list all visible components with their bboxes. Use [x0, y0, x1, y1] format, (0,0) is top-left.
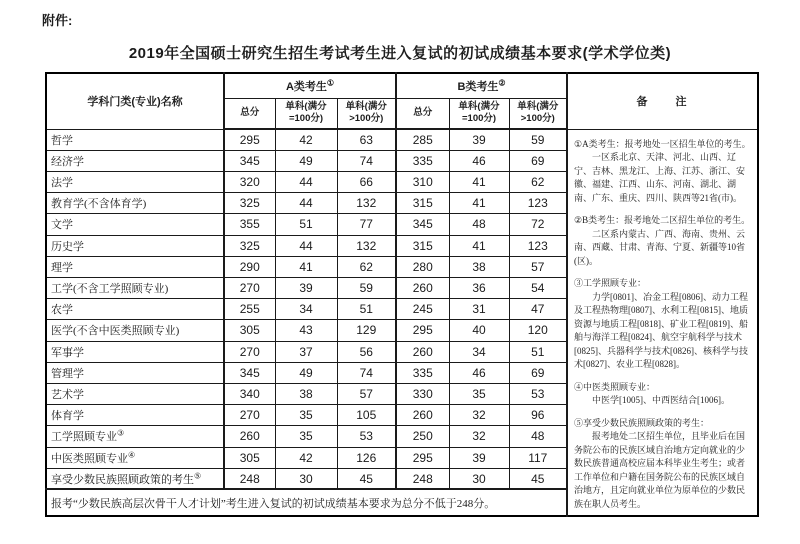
column-header-b-singleover100: 单科(满分 >100分) — [509, 98, 567, 129]
score-cell: 123 — [509, 235, 567, 256]
subject-name: 历史学 — [46, 235, 224, 256]
column-header-b-total: 总分 — [396, 98, 449, 129]
score-cell: 43 — [275, 320, 337, 341]
score-cell: 32 — [449, 426, 509, 447]
column-header-notes: 备 注 — [567, 73, 758, 129]
group-b-label: B类考生 — [457, 80, 499, 93]
score-cell: 41 — [275, 256, 337, 277]
score-cell: 30 — [449, 468, 509, 489]
subject-name: 法学 — [46, 171, 224, 192]
subject-name: 医学(不含中医类照顾专业) — [46, 320, 224, 341]
score-cell: 320 — [224, 171, 275, 192]
score-cell: 51 — [275, 214, 337, 235]
score-cell: 34 — [275, 299, 337, 320]
score-cell: 51 — [509, 341, 567, 362]
score-cell: 248 — [396, 468, 449, 489]
note-head: ②B类考生：报考地处二区招生单位的考生。 — [574, 215, 751, 225]
column-header-a-single100: 单科(满分 =100分) — [275, 98, 337, 129]
score-cell: 44 — [275, 171, 337, 192]
score-cell: 39 — [449, 129, 509, 150]
score-cell: 345 — [224, 362, 275, 383]
score-cell: 248 — [224, 468, 275, 489]
score-cell: 40 — [449, 320, 509, 341]
score-cell: 260 — [224, 426, 275, 447]
score-cell: 270 — [224, 277, 275, 298]
score-cell: 57 — [509, 256, 567, 277]
score-cell: 126 — [337, 447, 396, 468]
score-cell: 335 — [396, 362, 449, 383]
score-cell: 36 — [449, 277, 509, 298]
score-cell: 270 — [224, 405, 275, 426]
score-cell: 38 — [275, 383, 337, 404]
score-cell: 120 — [509, 320, 567, 341]
subject-name: 哲学 — [46, 129, 224, 150]
score-cell: 315 — [396, 235, 449, 256]
subject-name: 工学照顾专业③ — [46, 426, 224, 447]
score-cell: 41 — [449, 235, 509, 256]
attachment-label: 附件: — [42, 13, 73, 28]
score-cell: 62 — [509, 171, 567, 192]
score-cell: 56 — [337, 341, 396, 362]
score-cell: 245 — [396, 299, 449, 320]
score-cell: 260 — [396, 341, 449, 362]
subject-name: 教育学(不含体育学) — [46, 193, 224, 214]
score-cell: 47 — [509, 299, 567, 320]
score-cell: 42 — [275, 447, 337, 468]
score-cell: 295 — [396, 320, 449, 341]
score-cell: 325 — [224, 193, 275, 214]
column-header-b-single100: 单科(满分 =100分) — [449, 98, 509, 129]
score-cell: 63 — [337, 129, 396, 150]
subject-name: 艺术学 — [46, 383, 224, 404]
footer-note: 报考“少数民族高层次骨干人才计划”考生进入复试的初试成绩基本要求为总分不低于248分。 — [46, 489, 567, 516]
score-cell: 255 — [224, 299, 275, 320]
score-cell: 34 — [449, 341, 509, 362]
subject-name: 经济学 — [46, 150, 224, 171]
score-cell: 295 — [224, 129, 275, 150]
score-cell: 30 — [275, 468, 337, 489]
score-cell: 49 — [275, 150, 337, 171]
score-cell: 310 — [396, 171, 449, 192]
score-cell: 74 — [337, 362, 396, 383]
score-cell: 53 — [337, 426, 396, 447]
note-body: 中医学[1005]、中西医结合[1006]。 — [592, 395, 731, 405]
score-cell: 295 — [396, 447, 449, 468]
subject-name: 体育学 — [46, 405, 224, 426]
score-cell: 270 — [224, 341, 275, 362]
note-item — [574, 417, 751, 512]
score-cell: 57 — [337, 383, 396, 404]
subject-name: 工学(不含工学照顾专业) — [46, 277, 224, 298]
score-cell: 42 — [275, 129, 337, 150]
note-item — [574, 138, 751, 206]
group-a-label: A类考生 — [285, 80, 327, 93]
score-cell: 285 — [396, 129, 449, 150]
footnote-ref: ④ — [128, 449, 136, 459]
score-cell: 305 — [224, 447, 275, 468]
note-head: ①A类考生：报考地处一区招生单位的考生。 — [574, 138, 751, 149]
score-cell: 48 — [509, 426, 567, 447]
score-cell: 355 — [224, 214, 275, 235]
score-cell: 250 — [396, 426, 449, 447]
footnote-ref: ③ — [117, 428, 125, 438]
column-group-b-header — [396, 73, 567, 98]
note-body: 二区系内蒙古、广西、海南、贵州、云南、西藏、甘肃、青海、宁夏、新疆等10省(区)。 — [574, 228, 746, 266]
note-item — [574, 214, 751, 268]
column-header-a-singleover100: 单科(满分 >100分) — [337, 98, 396, 129]
score-cell: 35 — [275, 405, 337, 426]
subject-name: 中医类照顾专业④ — [46, 447, 224, 468]
subject-name: 享受少数民族照顾政策的考生⑤ — [46, 468, 224, 489]
score-cell: 77 — [337, 214, 396, 235]
header-row-groups — [46, 73, 758, 98]
note-head: ③工学照顾专业： — [574, 278, 647, 288]
note-item — [574, 277, 751, 372]
score-cell: 335 — [396, 150, 449, 171]
footnote-ref-a: ① — [326, 78, 335, 88]
score-table-body — [46, 129, 758, 516]
subject-name: 文学 — [46, 214, 224, 235]
note-body: 报考地处二区招生单位，且毕业后在国务院公布的民族区域自治地方定向就业的少数民族普通高校应届本科毕业生考生；或者工作单位和户籍在国务院公布的民族区域自治地方，且定向就业单位为原单位的少数民族在职人员考生。 — [574, 431, 746, 509]
score-cell: 325 — [224, 235, 275, 256]
score-cell: 31 — [449, 299, 509, 320]
score-cell: 315 — [396, 193, 449, 214]
score-cell: 96 — [509, 405, 567, 426]
subject-name: 农学 — [46, 299, 224, 320]
score-cell: 260 — [396, 277, 449, 298]
column-header-subject: 学科门类(专业)名称 — [46, 73, 224, 129]
score-cell: 54 — [509, 277, 567, 298]
score-cell: 49 — [275, 362, 337, 383]
note-item — [574, 381, 751, 408]
score-cell: 44 — [275, 193, 337, 214]
subject-name: 军事学 — [46, 341, 224, 362]
score-cell: 38 — [449, 256, 509, 277]
score-cell: 35 — [449, 383, 509, 404]
score-cell: 62 — [337, 256, 396, 277]
score-cell: 41 — [449, 171, 509, 192]
subject-name: 理学 — [46, 256, 224, 277]
score-cell: 132 — [337, 193, 396, 214]
note-body: 力学[0801]、冶金工程[0806]、动力工程及工程热物理[0807]、水利工程[0815]、地质资源与地质工程[0818]、矿业工程[0819]、船舶与海洋工程[0824]、航空宇航科学与技术[0825]、兵器科学与技术[0826]、核科学与技术[0827]、农业工程[0828]。 — [574, 291, 749, 369]
score-cell: 44 — [275, 235, 337, 256]
score-cell: 117 — [509, 447, 567, 468]
score-requirements-table — [45, 72, 759, 517]
score-cell: 74 — [337, 150, 396, 171]
column-header-a-total: 总分 — [224, 98, 275, 129]
score-cell: 45 — [337, 468, 396, 489]
score-cell: 59 — [509, 129, 567, 150]
score-cell: 72 — [509, 214, 567, 235]
score-cell: 340 — [224, 383, 275, 404]
score-cell: 59 — [337, 277, 396, 298]
score-cell: 32 — [449, 405, 509, 426]
score-cell: 46 — [449, 150, 509, 171]
note-body: 一区系北京、天津、河北、山西、辽宁、吉林、黑龙江、上海、江苏、浙江、安徽、福建、江西、山东、河南、湖北、湖南、广东、重庆、四川、陕西等21省(市)。 — [574, 152, 746, 203]
score-cell: 35 — [275, 426, 337, 447]
score-cell: 129 — [337, 320, 396, 341]
score-cell: 345 — [224, 150, 275, 171]
subject-name: 管理学 — [46, 362, 224, 383]
score-cell: 39 — [449, 447, 509, 468]
score-cell: 39 — [275, 277, 337, 298]
score-cell: 51 — [337, 299, 396, 320]
column-group-a-header — [224, 73, 396, 98]
score-cell: 45 — [509, 468, 567, 489]
score-cell: 37 — [275, 341, 337, 362]
note-head: ④中医类照顾专业： — [574, 381, 656, 392]
score-cell: 123 — [509, 193, 567, 214]
notes-cell — [567, 129, 758, 516]
score-cell: 53 — [509, 383, 567, 404]
score-cell: 305 — [224, 320, 275, 341]
score-cell: 105 — [337, 405, 396, 426]
score-cell: 330 — [396, 383, 449, 404]
score-cell: 290 — [224, 256, 275, 277]
score-cell: 132 — [337, 235, 396, 256]
score-cell: 46 — [449, 362, 509, 383]
footnote-ref-b: ② — [498, 78, 506, 88]
score-cell: 345 — [396, 214, 449, 235]
score-cell: 69 — [509, 362, 567, 383]
table-row — [46, 129, 758, 150]
score-cell: 69 — [509, 150, 567, 171]
note-head: ⑤享受少数民族照顾政策的考生： — [574, 417, 710, 428]
score-cell: 48 — [449, 214, 509, 235]
score-cell: 66 — [337, 171, 396, 192]
score-cell: 280 — [396, 256, 449, 277]
score-cell: 260 — [396, 405, 449, 426]
score-cell: 41 — [449, 193, 509, 214]
page-title: 2019年全国硕士研究生招生考试考生进入复试的初试成绩基本要求(学术学位类) — [128, 45, 672, 62]
footnote-ref: ⑤ — [194, 470, 202, 480]
